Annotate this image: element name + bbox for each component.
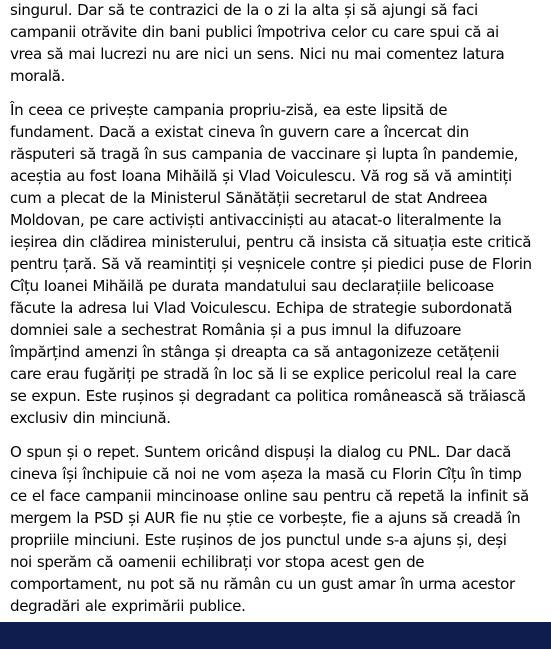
post-text-line: Cîțu Ioanei Mihăilă pe durata mandatului sau declarațiile belicoase (10, 277, 494, 295)
post-paragraph (10, 99, 550, 429)
post-text-line: domniei sale a sechestrat România și a pus imnul la difuzoare (10, 321, 462, 339)
post-text-line: cum a plecat de la Ministerul Sănătății secretarul de stat Andreea (10, 189, 488, 207)
post-text-line: singurul. Dar să te contrazici de la o zi la alta și să ajungi să faci (10, 1, 478, 19)
post-text-line: propriile minciuni. Este rușinos de jos punctul unde s-a ajuns și, deși (10, 531, 507, 549)
post-text-line: făcute la adresa lui Vlad Voiculescu. Echipa de strategie subordonată (10, 299, 513, 317)
post-text-line: cineva își închipuie că noi ne vom așeza la masă cu Florin Cîțu în timp (10, 465, 522, 483)
post-paragraph (10, 0, 550, 87)
post-text-line: se expun. Este rușinos și degradant ca politica românească să trăiască (10, 387, 526, 405)
post-text-line: mergem la PSD și AUR fie nu știe ce vorbește, fie a ajuns să creadă în (10, 509, 521, 527)
post-body (10, 0, 550, 617)
post-text-line: degradări ale exprimării publice. (10, 597, 246, 615)
post-text-line: noi sperăm că oamenii echilibrați vor stopa acest gen de (10, 553, 425, 571)
post-text-line: O spun și o repet. Suntem oricând dispuși la dialog cu PNL. Dar dacă (10, 443, 512, 461)
post-text-line: răsputeri să tragă în sus campania de vaccinare și lupta în pandemie, (10, 145, 519, 163)
post-text-line: vrea să mai lucrezi nu are nici un sens. Nici nu mai comentez latura (10, 45, 505, 63)
post-text-line: campanii otrăvite din bani publici împotriva celor cu care spui că ai (10, 23, 499, 41)
footer-bar (0, 622, 551, 649)
post-text-line: morală. (10, 67, 65, 85)
post-paragraph (10, 441, 550, 617)
post-text-line: pentru țară. Să vă reamintiți și veșnicele contre și piedici puse de Florin (10, 255, 532, 273)
post-text-line: ce el face campanii mincinoase online sau pentru că repetă la infinit să (10, 487, 529, 505)
post-text-line: fundament. Dacă a existat cineva în guvern care a încercat din (10, 123, 469, 141)
post-text-line: împărțind amenzi în stânga și dreapta ca să antagonizeze cetățenii (10, 343, 500, 361)
post-text-line: comportament, nu pot să nu rămân cu un gust amar în urma acestor (10, 575, 515, 593)
post-text-line: În ceea ce privește campania propriu-zisă, ea este lipsită de (10, 101, 448, 119)
post-text-line: Moldovan, pe care activiști antivacciniști au atacat-o literalmente la (10, 211, 502, 229)
post-text-line: ieșirea din clădirea ministerului, pentru că insista că situația este critică (10, 233, 532, 251)
post-text-line: care erau fugăriți pe stradă în loc să li se explice pericolul real la care (10, 365, 517, 383)
post-text-line: aceștia au fost Ioana Mihăilă și Vlad Voiculescu. Vă rog să vă amintiți (10, 167, 512, 185)
post-text-line: exclusiv din minciună. (10, 409, 171, 427)
